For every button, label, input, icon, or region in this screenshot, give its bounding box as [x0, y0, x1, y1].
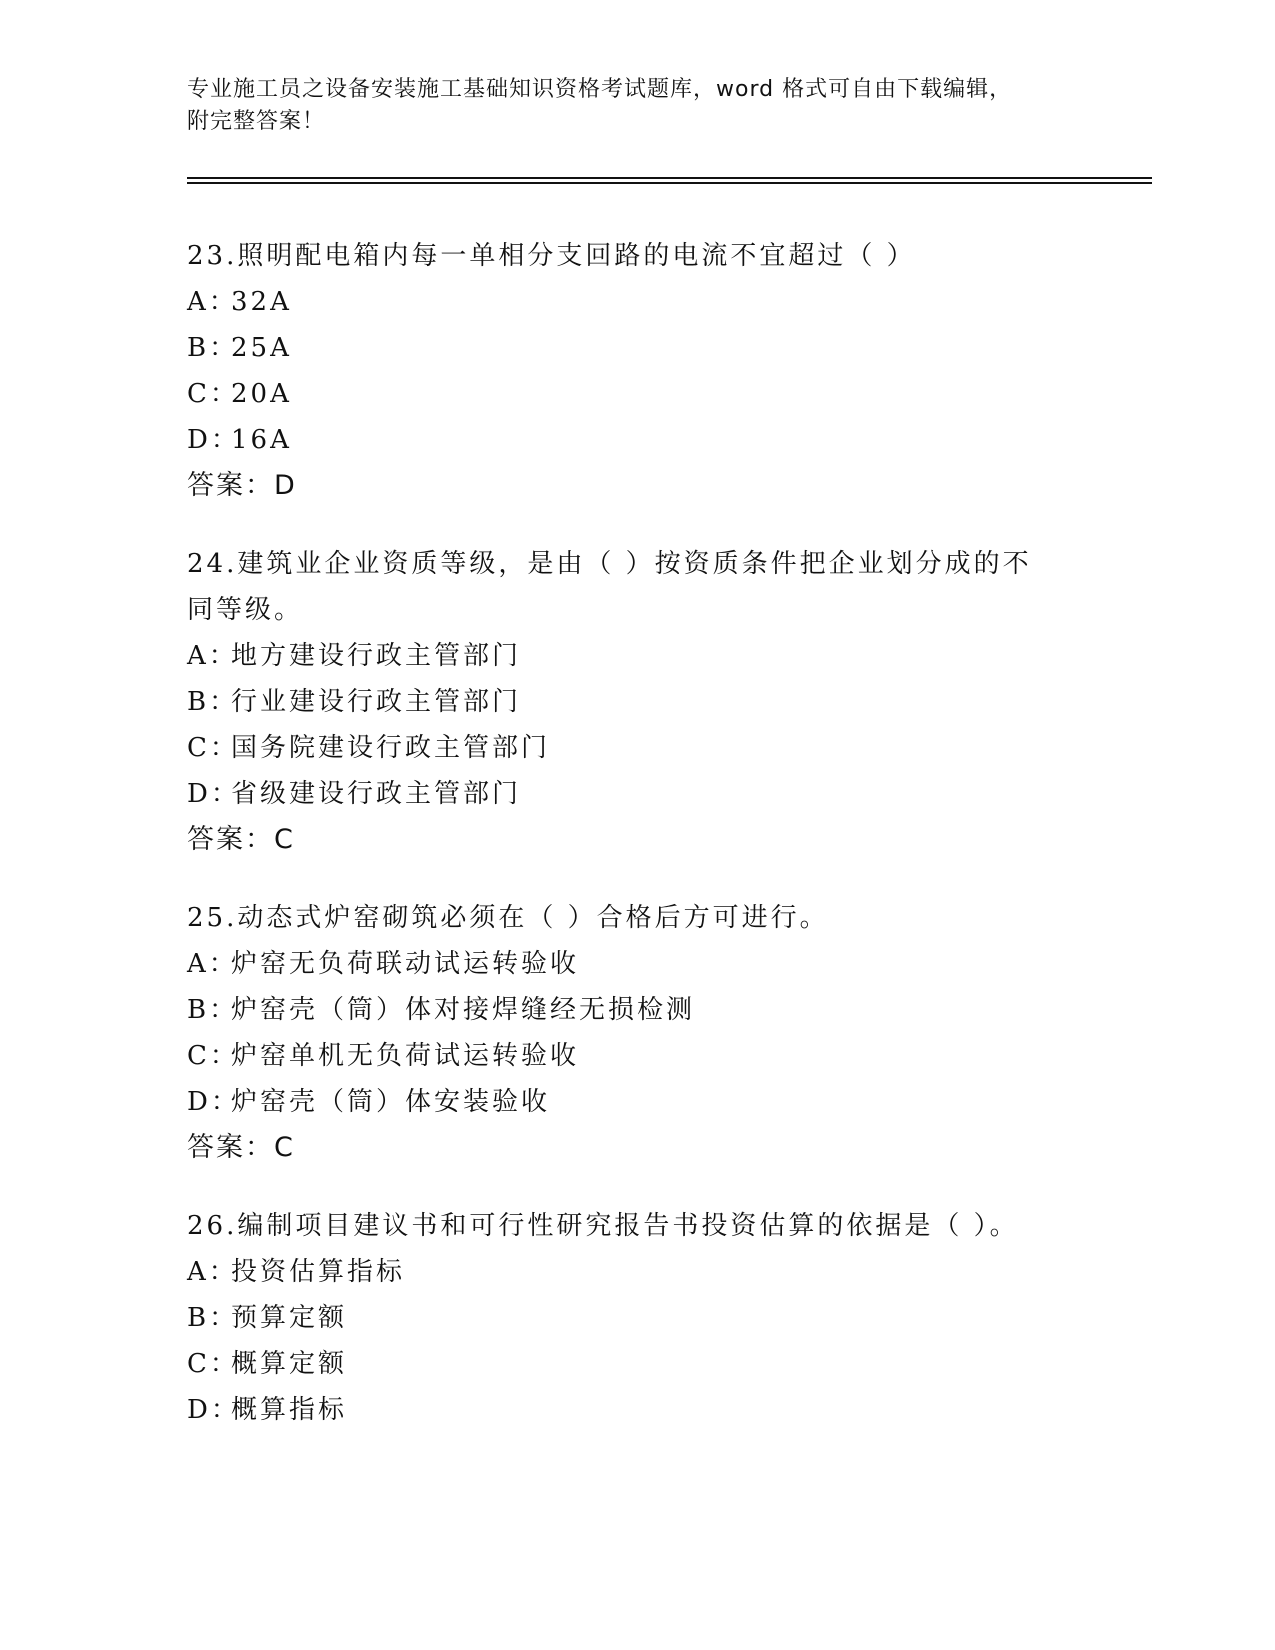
option-d — [187, 417, 1147, 463]
answer: 答案：C — [187, 824, 295, 855]
option-text: 行业建设行政主管部门 — [231, 687, 522, 717]
option-label: C： — [187, 733, 239, 763]
option-label: C： — [187, 1349, 239, 1379]
question-24 — [187, 541, 1147, 863]
option-label: D： — [187, 425, 240, 455]
option-label: A： — [187, 287, 238, 317]
question-23 — [187, 233, 1147, 509]
answer: 答案：D — [187, 470, 297, 501]
option-text: 概算指标 — [231, 1395, 348, 1425]
option-b — [187, 325, 1147, 371]
option-c — [187, 1033, 1147, 1079]
header-divider-bottom — [187, 182, 1152, 184]
option-text: 32A — [231, 287, 292, 317]
option-c — [187, 371, 1147, 417]
question-stem: 25.动态式炉窑砌筑必须在（ ）合格后方可进行。 — [187, 903, 829, 933]
option-text: 概算定额 — [231, 1349, 348, 1379]
question-list — [187, 233, 1147, 1465]
option-label: B： — [187, 333, 239, 363]
question-stem: 23.照明配电箱内每一单相分支回路的电流不宜超过（ ） — [187, 241, 916, 271]
option-a — [187, 1249, 1147, 1295]
option-label: D： — [187, 779, 240, 809]
option-d — [187, 1387, 1147, 1433]
option-a — [187, 279, 1147, 325]
option-text: 地方建设行政主管部门 — [231, 641, 522, 671]
question-26 — [187, 1203, 1147, 1433]
option-label: A： — [187, 641, 238, 671]
option-a — [187, 633, 1147, 679]
option-text: 16A — [231, 425, 292, 455]
document-header — [187, 74, 1087, 138]
question-25 — [187, 895, 1147, 1171]
option-d — [187, 771, 1147, 817]
option-b — [187, 679, 1147, 725]
option-label: B： — [187, 687, 239, 717]
option-label: D： — [187, 1087, 240, 1117]
option-text: 20A — [231, 379, 292, 409]
option-label: A： — [187, 949, 238, 979]
question-stem: 26.编制项目建议书和可行性研究报告书投资估算的依据是（ ）。 — [187, 1211, 1019, 1241]
option-a — [187, 941, 1147, 987]
option-text: 炉窑单机无负荷试运转验收 — [231, 1041, 580, 1071]
option-label: C： — [187, 1041, 239, 1071]
option-text: 省级建设行政主管部门 — [231, 779, 522, 809]
option-label: B： — [187, 1303, 239, 1333]
option-text: 国务院建设行政主管部门 — [231, 733, 551, 763]
option-c — [187, 1341, 1147, 1387]
header-line-2: 附完整答案！ — [187, 109, 326, 134]
option-label: A： — [187, 1257, 238, 1287]
option-text: 炉窑无负荷联动试运转验收 — [231, 949, 580, 979]
option-d — [187, 1079, 1147, 1125]
option-text: 预算定额 — [231, 1303, 348, 1333]
header-divider-top — [187, 177, 1152, 179]
option-b — [187, 987, 1147, 1033]
question-stem: 24.建筑业企业资质等级，是由（ ）按资质条件把企业划分成的不同等级。 — [187, 549, 1032, 625]
option-text: 投资估算指标 — [231, 1257, 406, 1287]
option-text: 炉窑壳（筒）体对接焊缝经无损检测 — [231, 995, 696, 1025]
option-label: B： — [187, 995, 239, 1025]
option-c — [187, 725, 1147, 771]
option-label: D： — [187, 1395, 240, 1425]
header-line-1: 专业施工员之设备安装施工基础知识资格考试题库，word 格式可自由下载编辑， — [187, 77, 1013, 102]
answer: 答案：C — [187, 1132, 295, 1163]
option-text: 炉窑壳（筒）体安装验收 — [231, 1087, 551, 1117]
option-text: 25A — [231, 333, 292, 363]
option-b — [187, 1295, 1147, 1341]
option-label: C： — [187, 379, 239, 409]
